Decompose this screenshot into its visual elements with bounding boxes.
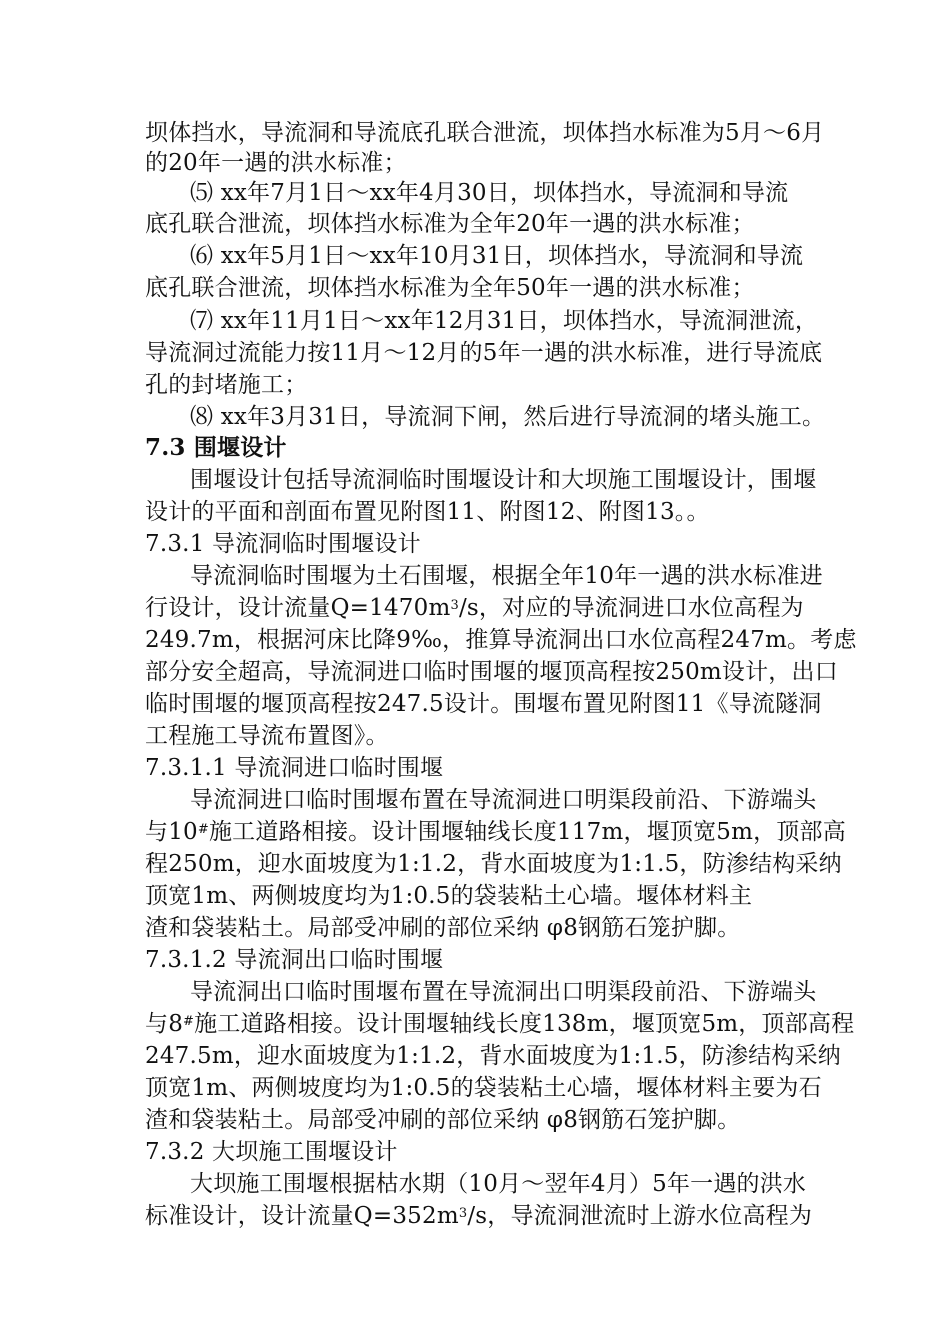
paragraph-line: 工程施工导流布置图》。 (145, 723, 389, 749)
section-heading: 7.3 围堰设计 (145, 434, 287, 461)
paragraph-line: ⑺ xx年11月1日～xx年12月31日，坝体挡水，导流洞泄流， (190, 308, 819, 334)
paragraph-line: 249.7m，根据河床比降9‰，推算导流洞出口水位高程247m。考虑 (145, 627, 857, 653)
paragraph-line: 导流洞过流能力按11月～12月的5年一遇的洪水标准，进行导流底 (145, 340, 823, 366)
paragraph-line: 渣和袋装粘土。局部受冲刷的部位采纳 φ8钢筋石笼护脚。 (145, 1107, 741, 1133)
paragraph-line: 247.5m，迎水面坡度为1:1.2，背水面坡度为1:1.5，防渗结构采纳 (145, 1043, 841, 1069)
subsection-heading: 7.3.1 导流洞临时围堰设计 (145, 531, 421, 557)
subsection-heading: 7.3.1.1 导流洞进口临时围堰 (145, 755, 444, 781)
paragraph-line: 程250m，迎水面坡度为1:1.2，背水面坡度为1:1.5，防渗结构采纳 (145, 851, 842, 877)
paragraph-line: 大坝施工围堰根据枯水期（10月～翌年4月）5年一遇的洪水 (190, 1171, 807, 1197)
paragraph-line: 顶宽1m、两侧坡度均为1:0.5的袋装粘土心墙，堰体材料主要为石 (145, 1075, 822, 1101)
subsection-heading: 7.3.2 大坝施工围堰设计 (145, 1139, 398, 1165)
paragraph-line: 顶宽1m、两侧坡度均为1:0.5的袋装粘土心墙。堰体材料主 (145, 883, 753, 909)
paragraph-line: 临时围堰的堰顶高程按247.5设计。围堰布置见附图11《导流隧洞 (145, 691, 822, 717)
paragraph-line: 的20年一遇的洪水标准； (145, 150, 407, 176)
paragraph-line: 导流洞进口临时围堰布置在导流洞进口明渠段前沿、下游端头 (190, 787, 817, 813)
subsection-heading: 7.3.1.2 导流洞出口临时围堰 (145, 947, 444, 973)
paragraph-line: 与10#施工道路相接。设计围堰轴线长度117m，堰顶宽5m，顶部高 (145, 819, 846, 845)
paragraph-line: 坝体挡水，导流洞和导流底孔联合泄流，坝体挡水标准为5月～6月 (145, 120, 825, 146)
paragraph-line: 围堰设计包括导流洞临时围堰设计和大坝施工围堰设计，围堰 (190, 467, 817, 493)
paragraph-line: 部分安全超高，导流洞进口临时围堰的堰顶高程按250m设计，出口 (145, 659, 838, 685)
paragraph-line: 孔的封堵施工； (145, 372, 308, 398)
paragraph-line: ⑹ xx年5月1日～xx年10月31日，坝体挡水，导流洞和导流 (190, 243, 804, 269)
paragraph-line: 导流洞出口临时围堰布置在导流洞出口明渠段前沿、下游端头 (190, 979, 817, 1005)
paragraph-line: 底孔联合泄流，坝体挡水标准为全年20年一遇的洪水标准； (145, 211, 755, 237)
paragraph-line: 设计的平面和剖面布置见附图11、附图12、附图13。。 (145, 499, 710, 525)
paragraph-line: 行设计，设计流量$Q=1470m^3/s$，对应的导流洞进口水位高程为 (145, 595, 804, 621)
paragraph-line: 渣和袋装粘土。局部受冲刷的部位采纳 φ8钢筋石笼护脚。 (145, 915, 741, 941)
paragraph-line: 与8#施工道路相接。设计围堰轴线长度138m，堰顶宽5m，顶部高程 (145, 1011, 855, 1037)
paragraph-line: 标准设计，设计流量$Q=352m^3/s$，导流洞泄流时上游水位高程为 (145, 1203, 813, 1229)
paragraph-line: ⑻ xx年3月31日，导流洞下闸，然后进行导流洞的堵头施工。 (190, 404, 826, 430)
paragraph-line: 导流洞临时围堰为土石围堰，根据全年10年一遇的洪水标准进 (190, 563, 823, 589)
paragraph-line: ⑸ xx年7月1日～xx年4月30日，坝体挡水，导流洞和导流 (190, 180, 789, 206)
paragraph-line: 底孔联合泄流，坝体挡水标准为全年50年一遇的洪水标准； (145, 275, 755, 301)
